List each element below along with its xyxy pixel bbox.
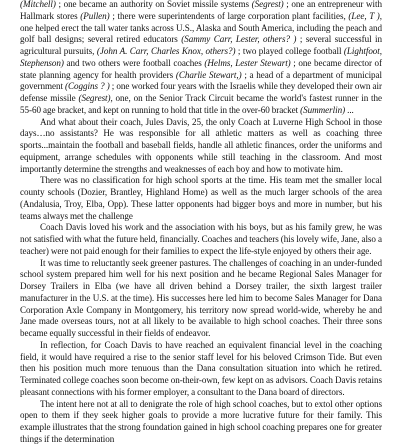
text-run: There was no classification for high school sports at the time. His team met the smaller local county schools (Dozier, Brantley, Highland Home) as well as the much larger schools of the area (Andalusia, Troy, Elba, Opp). These latter opponents had bigger boys and more in number, but his teams always met the challenge: [20, 175, 382, 221]
italic-name-reference: (Lightfoot, Stephenson): [20, 46, 383, 68]
italic-name-reference: (Lee, T ): [348, 10, 380, 21]
text-run: , one, on the Senior Track Circuit became the world's fastest runner in the 55-60 age bracket, and kept on running to hold that title in the over-60 bracket: [20, 93, 382, 115]
text-run: and two others were football coaches: [63, 57, 205, 68]
italic-name-reference: (Segrest): [251, 0, 284, 9]
text-run: ; several successful in agricultural pursuits,: [20, 34, 382, 56]
italic-name-reference: (Mitchell): [20, 0, 56, 9]
text-run: ...: [345, 104, 354, 115]
text-run: And what about their coach, Jules Davis, 25, the only Coach at Luverne High School in those days…no assistants? He was responsible for all athletic matters as well as coaching three sports...maintain the football and baseball fields, handle all athletic finances, order the uniforms and equipment, arrange schedules with opponents while still teaching in the classroom. And most importantly determine the strengths and weaknesses of each boy and how to motivate him.: [20, 116, 382, 174]
paragraph: [20, 399, 382, 446]
text-run: ; one worked four years with the Israelis while they developed their own air defense missile: [20, 81, 382, 103]
text-run: In reflection, for Coach Davis to have reached an equivalent financial level in the coaching field, it would have required a rise to the senior staff level for his beloved Crimson Tide. But even then his position much more tenuous than the Dana consultation situation into which he retired. Terminated college coaches soon become on-their-own, few kept on as advisors. Coach Davis retains pleasant connections with his former employer, a consultant to the Dana board of directors.: [20, 339, 382, 397]
text-run: Coach Davis loved his work and the association with his boys, but as his family grew, he was not satisfied with what the future held, financially. Coaches and teachers (his lovely wife, Jane, also a teacher) were not paid enough for their families to expect the life-style enjoyed by others their age.: [20, 222, 382, 256]
paragraph: [20, 117, 382, 176]
paragraph: [20, 175, 382, 222]
text-run: ; two played college football: [235, 46, 344, 56]
italic-name-reference: (Summerlin): [300, 104, 346, 115]
text-run: ; one became an authority on Soviet missile systems: [55, 0, 252, 9]
italic-name-reference: (Helms, Lester Stewart): [204, 57, 291, 68]
text-run: , one helped erect the tall water tanks across U.S., Alaska and South America, including the peach and golf ball designs; several retired educators: [20, 10, 383, 45]
italic-name-reference: (Coggins ? ): [65, 81, 110, 92]
paragraph: [20, 258, 382, 340]
paragraph: [20, 222, 382, 257]
text-run: It was time to reluctantly seek greener pastures. The challenges of coaching in an under-funded school system prepared him well for his next position and he became Regional Sales Manager for Dorsey Trailers in Elba (we have all driven behind a Dorsey trailer, the sixth largest trailer manufacturer in the U.S. at the time). His successes here led him to become Sales Manager for Dana Corporation Axle Company in Montgomery, his territory now spread world-wide, whereby he and Jane made overseas tours, not at all likely to be available to high school coaches. Their three sons became equally successful in their fields of endeavor.: [20, 257, 382, 338]
body-text: [20, 0, 382, 446]
italic-name-reference: (John A. Carr, Charles Knox, others?): [96, 46, 236, 56]
text-run: ; there were superintendents of large corporation plant facilities,: [109, 10, 349, 21]
paragraph: [20, 340, 382, 399]
italic-name-reference: (Pullen): [80, 10, 110, 21]
italic-name-reference: (Sammy Carr, Lester, others? ): [181, 34, 297, 45]
text-run: ; one an entrepreneur with Hallmark stores: [20, 0, 382, 21]
text-run: ; one became director of state planning agency for health providers: [20, 57, 383, 80]
italic-name-reference: (Charlie Stewart,): [175, 69, 242, 80]
paragraph: [20, 0, 382, 117]
text-run: The intent here not at all to denigrate the role of high school coaches, but to extol other options open to them if they seek higher goals to provide a more lucrative future for their family. This example illustrates that the strong foundation gained in high school coaching prepares one for greater things if the determination: [20, 398, 382, 444]
italic-name-reference: (Segrest): [78, 93, 111, 103]
text-run: ; a head of a department of municipal government: [20, 69, 383, 92]
